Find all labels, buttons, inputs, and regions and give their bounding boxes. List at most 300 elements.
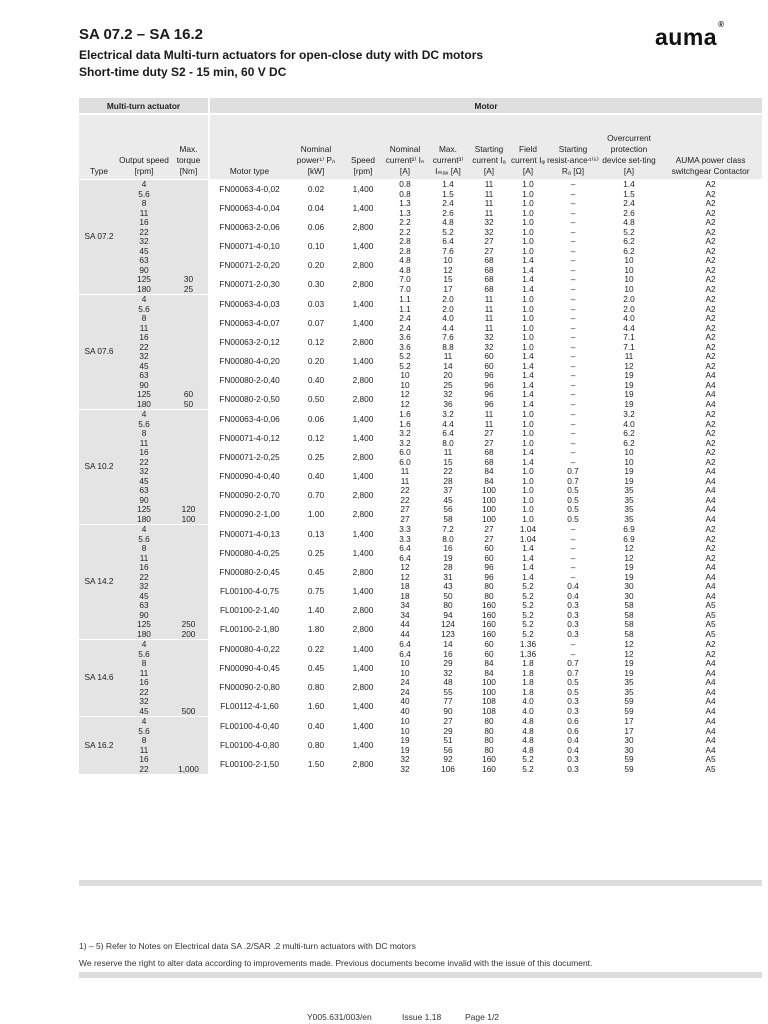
starting-current: 11 — [484, 208, 494, 218]
starting-current: 80 — [469, 717, 509, 727]
power-class: A2 — [705, 361, 716, 371]
starting-resistance: 0.3 — [567, 610, 579, 620]
motor-speed: 1,400 — [343, 717, 383, 737]
max-torque: 25 — [169, 285, 209, 295]
motor-type: FN00071-4-0,12 — [209, 429, 289, 448]
max-current: 51 — [443, 736, 453, 745]
group-multi-turn-actuator: Multi-turn actuator — [79, 98, 209, 114]
output-speed: 125 — [119, 390, 169, 400]
nominal-power: 0.50 — [307, 393, 325, 404]
nominal-power: 0.40 — [307, 470, 325, 481]
nominal-current: 44 — [400, 620, 410, 629]
max-current: 8.0 — [442, 534, 454, 544]
power-class: A2 — [705, 189, 716, 199]
output-speed: 5.6 — [119, 535, 169, 545]
starting-resistance: – — [570, 544, 576, 553]
field-current: 4.8 — [522, 726, 534, 736]
nominal-power: 1.60 — [307, 700, 325, 711]
field-current: 5.2 — [522, 582, 534, 591]
field-current: 1.0 — [522, 476, 534, 486]
column-header: Speed [rpm] — [343, 114, 383, 180]
overcurrent-setting: 58 — [624, 620, 634, 629]
overcurrent-setting: 35 — [624, 514, 634, 524]
starting-current: 11 — [484, 189, 494, 199]
power-class: A2 — [705, 553, 716, 563]
max-torque: 50 — [169, 400, 209, 410]
max-current: 25 — [443, 380, 453, 390]
output-speed: 180 — [119, 400, 169, 410]
nominal-current: 6.4 — [383, 640, 427, 650]
nominal-current: 6.4 — [399, 553, 411, 563]
overcurrent-setting: 30 — [624, 736, 634, 745]
motor-speed: 2,800 — [352, 393, 374, 404]
motor-type: FN00063-4-0,07 — [209, 314, 289, 333]
output-speed: 5.6 — [119, 727, 169, 737]
motor-speed: 1,400 — [352, 240, 374, 251]
starting-resistance: 0.5 — [567, 495, 579, 505]
nominal-power: 0.20 — [307, 259, 325, 270]
starting-resistance: 0.6 — [547, 717, 599, 727]
nominal-current: 19 — [400, 736, 410, 745]
starting-current: 160 — [482, 620, 496, 629]
nominal-current: 12 — [400, 563, 410, 572]
starting-current: 60 — [484, 649, 494, 659]
motor-speed: 2,800 — [352, 681, 374, 692]
starting-current: 80 — [484, 726, 494, 736]
starting-resistance: – — [570, 237, 576, 246]
motor-speed: 1,400 — [343, 525, 383, 545]
output-speed: 5.6 — [119, 305, 169, 315]
power-class: A2 — [705, 256, 716, 265]
max-torque: 60 — [169, 295, 209, 400]
starting-current: 32 — [484, 333, 494, 342]
power-class: A4 — [705, 745, 716, 755]
output-speed: 5.6 — [119, 190, 169, 200]
starting-current: 84 — [484, 659, 494, 668]
output-speed: 16 — [119, 678, 169, 688]
max-current: 32 — [443, 668, 453, 678]
max-current: 58 — [443, 514, 453, 524]
power-class: A4 — [705, 659, 716, 668]
motor-speed: 2,800 — [352, 623, 374, 634]
field-current: 1.0 — [522, 237, 534, 246]
column-header: Nominal current²⁾ Iₙ [A] — [383, 114, 427, 180]
column-header: Overcurrent protection device set-ting [A] — [599, 114, 659, 180]
field-current: 1.0 — [522, 333, 534, 342]
max-current: 14 — [443, 361, 453, 371]
starting-current: 160 — [482, 629, 496, 639]
starting-resistance: 0.3 — [567, 706, 579, 716]
table-row — [79, 630, 762, 640]
motor-type: FN00090-2-0,80 — [209, 678, 289, 697]
starting-resistance: – — [570, 333, 576, 342]
nominal-current: 27 — [400, 514, 410, 524]
starting-current: 100 — [482, 514, 496, 524]
starting-resistance: – — [570, 553, 576, 563]
field-current: 1.0 — [522, 189, 534, 199]
max-current: 6.4 — [442, 429, 454, 438]
overcurrent-setting: 2.4 — [623, 199, 635, 208]
motor-speed: 1,400 — [352, 700, 374, 711]
power-class: A2 — [705, 275, 716, 284]
field-current: 1.0 — [522, 438, 534, 448]
starting-current: 27 — [484, 429, 494, 438]
starting-resistance: – — [570, 208, 576, 218]
overcurrent-setting: 6.2 — [623, 438, 635, 448]
overcurrent-setting: 35 — [624, 687, 634, 697]
overcurrent-setting: 6.2 — [623, 429, 635, 438]
max-current: 19 — [443, 553, 453, 563]
starting-current: 160 — [482, 601, 496, 610]
power-class: A2 — [705, 342, 716, 352]
nominal-power: 0.45 — [307, 662, 325, 673]
motor-speed: 2,800 — [352, 278, 374, 289]
starting-resistance: – — [547, 180, 599, 190]
power-class: A2 — [705, 246, 716, 256]
max-current: 11 — [443, 448, 453, 457]
power-class: A4 — [705, 399, 716, 409]
nominal-current: 6.0 — [399, 457, 411, 467]
nominal-current: 22 — [400, 486, 410, 495]
starting-resistance: – — [570, 199, 576, 208]
overcurrent-setting: 58 — [624, 629, 634, 639]
column-header-row — [79, 114, 762, 180]
power-class: A2 — [705, 534, 716, 544]
max-current: 4.4 — [442, 323, 454, 333]
field-current: 1.0 — [522, 467, 534, 476]
auma-logo: auma® — [655, 20, 725, 50]
overcurrent-setting: 10 — [624, 448, 634, 457]
overcurrent-setting: 12 — [624, 361, 634, 371]
overcurrent-setting: 3.2 — [599, 410, 659, 420]
nominal-current: 2.2 — [399, 227, 411, 237]
motor-speed: 1,400 — [352, 662, 374, 673]
max-current: 4.8 — [442, 218, 454, 227]
power-class: A2 — [705, 199, 716, 208]
nominal-current: 34 — [400, 610, 410, 620]
field-current: 1.4 — [522, 371, 534, 380]
motor-speed: 1,400 — [343, 410, 383, 430]
starting-current: 60 — [484, 352, 494, 361]
output-speed: 11 — [119, 324, 169, 334]
nominal-current: 6.4 — [399, 649, 411, 659]
max-current: 106 — [441, 764, 455, 774]
power-class: A4 — [705, 476, 716, 486]
field-current: 1.0 — [522, 246, 534, 256]
power-class: A5 — [705, 629, 716, 639]
nominal-power: 0.30 — [307, 278, 325, 289]
starting-resistance: – — [570, 563, 576, 572]
starting-current: 80 — [484, 745, 494, 755]
overcurrent-setting: 10 — [624, 265, 634, 275]
table-bottom-bar — [79, 880, 762, 886]
nominal-current: 2.2 — [399, 218, 411, 227]
output-speed: 16 — [119, 755, 169, 765]
max-current: 14 — [427, 640, 469, 650]
output-speed: 63 — [119, 371, 169, 381]
power-class: A4 — [705, 678, 716, 687]
starting-resistance: – — [570, 448, 576, 457]
nominal-current: 32 — [400, 755, 410, 764]
output-speed: 45 — [119, 592, 169, 602]
output-speed: 22 — [119, 688, 169, 698]
motor-type: FN00063-4-0,03 — [209, 295, 289, 315]
table-row — [79, 515, 762, 525]
starting-resistance: – — [570, 265, 576, 275]
field-current: 1.4 — [522, 275, 534, 284]
output-speed: 5.6 — [119, 650, 169, 660]
nominal-current: 10 — [400, 668, 410, 678]
starting-current: 160 — [482, 610, 496, 620]
nominal-current: 1.1 — [383, 295, 427, 305]
max-torque: 1,000 — [169, 717, 209, 775]
output-speed: 45 — [119, 707, 169, 717]
field-current: 1.0 — [522, 199, 534, 208]
motor-speed: 1,400 — [343, 640, 383, 660]
starting-resistance: – — [570, 371, 576, 380]
nominal-current: 7.0 — [399, 275, 411, 284]
overcurrent-setting: 6.9 — [623, 534, 635, 544]
nominal-current: 27 — [400, 505, 410, 514]
nominal-current: 12 — [400, 399, 410, 409]
nominal-current: 24 — [400, 687, 410, 697]
field-current: 1.4 — [522, 390, 534, 399]
max-current: 8.8 — [442, 342, 454, 352]
nominal-power: 0.80 — [307, 739, 325, 750]
nominal-current: 2.8 — [399, 237, 411, 246]
starting-resistance: – — [570, 189, 576, 199]
max-current: 8.0 — [442, 438, 454, 448]
starting-current: 68 — [484, 284, 494, 294]
nominal-current: 2.8 — [399, 246, 411, 256]
power-class: A2 — [705, 448, 716, 457]
motor-speed: 1,400 — [352, 355, 374, 366]
column-header: AUMA power class switchgear Contactor — [659, 114, 762, 180]
starting-resistance: 0.3 — [567, 697, 579, 706]
motor-speed: 2,800 — [352, 758, 374, 769]
starting-resistance: 0.3 — [567, 601, 579, 610]
output-speed: 90 — [119, 381, 169, 391]
power-class: A5 — [705, 764, 716, 774]
max-current: 48 — [443, 678, 453, 687]
max-current: 20 — [443, 371, 453, 380]
starting-current: 96 — [484, 371, 494, 380]
starting-resistance: – — [570, 246, 576, 256]
overcurrent-setting: 35 — [624, 486, 634, 495]
field-current: 5.2 — [522, 601, 534, 610]
starting-resistance: – — [570, 275, 576, 284]
starting-resistance: 0.5 — [567, 486, 579, 495]
motor-speed: 2,800 — [352, 566, 374, 577]
starting-resistance: – — [570, 218, 576, 227]
starting-resistance: – — [570, 256, 576, 265]
overcurrent-setting: 19 — [624, 467, 634, 476]
overcurrent-setting: 4.4 — [623, 323, 635, 333]
max-current: 5.2 — [442, 227, 454, 237]
field-current: 1.8 — [522, 687, 534, 697]
starting-current: 60 — [484, 544, 494, 553]
starting-current: 27 — [484, 438, 494, 448]
nominal-current: 5.2 — [399, 361, 411, 371]
power-class: A5 — [705, 601, 716, 610]
overcurrent-setting: 30 — [624, 745, 634, 755]
overcurrent-setting: 19 — [624, 390, 634, 399]
motor-speed: 2,800 — [352, 508, 374, 519]
output-speed: 16 — [119, 218, 169, 228]
motor-type: FN00080-4-0,20 — [209, 352, 289, 371]
field-current: 1.4 — [522, 256, 534, 265]
max-current: 36 — [443, 399, 453, 409]
max-current: 7.2 — [427, 525, 469, 535]
output-speed: 22 — [119, 343, 169, 353]
output-speed: 8 — [119, 659, 169, 669]
power-class: A2 — [705, 649, 716, 659]
actuator-type: SA 14.2 — [79, 525, 119, 640]
output-speed: 8 — [119, 429, 169, 439]
max-current: 11 — [443, 352, 453, 361]
nominal-current: 3.2 — [399, 438, 411, 448]
nominal-current: 4.8 — [399, 265, 411, 275]
output-speed: 4 — [119, 180, 169, 190]
starting-current: 27 — [484, 237, 494, 246]
nominal-power: 0.20 — [307, 355, 325, 366]
starting-resistance: – — [570, 399, 576, 409]
output-speed: 11 — [119, 554, 169, 564]
power-class: A2 — [659, 180, 762, 190]
starting-current: 11 — [484, 323, 494, 333]
power-class: A2 — [705, 265, 716, 275]
nominal-current: 10 — [400, 726, 410, 736]
starting-current: 11 — [484, 304, 494, 314]
max-current: 2.0 — [442, 304, 454, 314]
power-class: A4 — [705, 572, 716, 582]
max-current: 92 — [443, 755, 453, 764]
starting-current: 96 — [484, 563, 494, 572]
field-current: 1.04 — [519, 534, 537, 544]
output-speed: 8 — [119, 199, 169, 209]
nominal-power: 0.06 — [307, 221, 325, 232]
power-class: A4 — [705, 486, 716, 495]
starting-resistance: 0.5 — [567, 505, 579, 514]
field-current: 1.0 — [522, 218, 534, 227]
nominal-current: 3.3 — [399, 534, 411, 544]
starting-current: 68 — [484, 265, 494, 275]
nominal-current: 1.1 — [399, 304, 411, 314]
nominal-power: 0.04 — [307, 202, 325, 213]
field-current: 5.2 — [522, 629, 534, 639]
starting-current: 68 — [484, 448, 494, 457]
power-class: A2 — [705, 208, 716, 218]
table-row — [79, 180, 762, 190]
output-speed: 22 — [119, 228, 169, 238]
power-class: A4 — [705, 668, 716, 678]
power-class: A2 — [659, 525, 762, 535]
power-class: A4 — [705, 563, 716, 572]
output-speed: 63 — [119, 256, 169, 266]
motor-type: FL00100-2-1,80 — [209, 620, 289, 640]
starting-resistance: – — [570, 314, 576, 323]
table-row — [79, 525, 762, 535]
max-current: 90 — [443, 706, 453, 716]
nominal-current: 18 — [400, 591, 410, 601]
column-header: Type — [79, 114, 119, 180]
field-current: 1.0 — [509, 410, 547, 420]
document-id: Y005.631/003/en — [307, 1012, 372, 1022]
nominal-current: 1.3 — [399, 199, 411, 208]
overcurrent-setting: 30 — [624, 591, 634, 601]
nominal-current: 0.8 — [383, 180, 427, 190]
starting-current: 27 — [484, 246, 494, 256]
column-header: Motor type — [209, 114, 289, 180]
power-class: A5 — [705, 755, 716, 764]
overcurrent-setting: 19 — [624, 563, 634, 572]
field-current: 4.8 — [509, 717, 547, 727]
starting-current: 84 — [484, 467, 494, 476]
overcurrent-setting: 59 — [624, 706, 634, 716]
nominal-power: 0.75 — [307, 585, 325, 596]
max-current: 2.0 — [427, 295, 469, 305]
power-class: A4 — [705, 706, 716, 716]
motor-type: FN00080-2-0,50 — [209, 390, 289, 410]
starting-resistance: – — [570, 438, 576, 448]
max-current: 2.4 — [442, 199, 454, 208]
output-speed: 4 — [119, 295, 169, 305]
overcurrent-setting: 59 — [624, 755, 634, 764]
starting-current: 32 — [484, 342, 494, 352]
power-class: A4 — [705, 495, 716, 505]
nominal-power: 0.13 — [289, 525, 343, 545]
nominal-current: 6.0 — [399, 448, 411, 457]
nominal-current: 24 — [400, 678, 410, 687]
output-speed: 45 — [119, 362, 169, 372]
starting-current: 60 — [469, 640, 509, 650]
output-speed: 32 — [119, 582, 169, 592]
motor-type: FN00071-4-0,10 — [209, 237, 289, 256]
overcurrent-setting: 5.2 — [623, 227, 635, 237]
field-current: 1.0 — [522, 342, 534, 352]
nominal-power: 1.50 — [307, 758, 325, 769]
starting-current: 11 — [484, 419, 494, 429]
max-current: 123 — [441, 629, 455, 639]
field-current: 1.4 — [522, 265, 534, 275]
power-class: A2 — [705, 333, 716, 342]
overcurrent-setting: 4.0 — [623, 419, 635, 429]
overcurrent-setting: 17 — [624, 726, 634, 736]
power-class: A4 — [705, 697, 716, 706]
field-current: 1.36 — [509, 640, 547, 650]
nominal-power: 1.80 — [307, 623, 325, 634]
power-class: A4 — [705, 467, 716, 476]
field-current: 1.36 — [519, 649, 537, 659]
output-speed: 22 — [119, 765, 169, 775]
field-current: 4.0 — [522, 706, 534, 716]
overcurrent-setting: 2.0 — [623, 304, 635, 314]
nominal-current: 34 — [400, 601, 410, 610]
output-speed: 32 — [119, 697, 169, 707]
output-speed: 16 — [119, 333, 169, 343]
starting-current: 96 — [484, 380, 494, 390]
page-number: Page 1/2 — [465, 1012, 500, 1022]
starting-current: 80 — [484, 736, 494, 745]
field-current: 5.2 — [522, 764, 534, 774]
motor-speed: 2,800 — [352, 451, 374, 462]
nominal-power: 1.00 — [307, 508, 325, 519]
field-current: 4.8 — [522, 745, 534, 755]
motor-type: FN00063-4-0,02 — [209, 180, 289, 200]
overcurrent-setting: 4.8 — [623, 218, 635, 227]
starting-current: 108 — [482, 706, 496, 716]
max-current: 3.2 — [427, 410, 469, 420]
